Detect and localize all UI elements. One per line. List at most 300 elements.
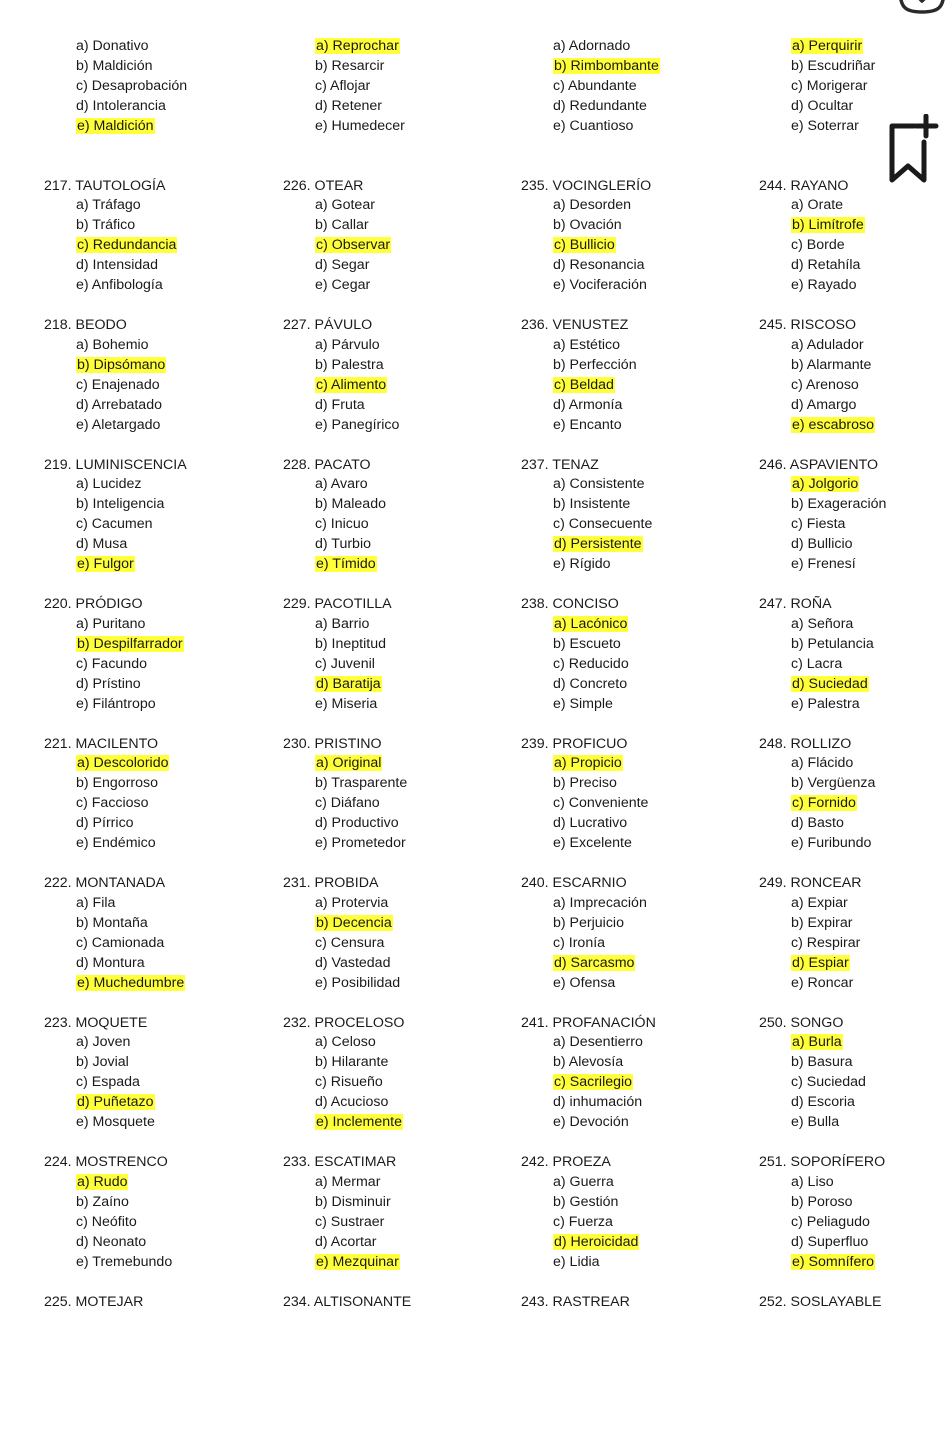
- answer-option: [759, 416, 909, 436]
- option-text: b) Tráfico: [76, 217, 135, 233]
- option-text: e) Ofensa: [553, 975, 615, 991]
- answer-option: [521, 894, 746, 914]
- option-text: d) Retahíla: [791, 257, 860, 273]
- answer-option: [759, 1253, 909, 1273]
- correct-answer-highlight: d) Baratija: [315, 676, 382, 692]
- option-text: a) Mermar: [315, 1174, 380, 1190]
- answer-option: [759, 196, 909, 216]
- question-title: 237. TENAZ: [521, 456, 746, 476]
- correct-answer-highlight: b) Decencia: [315, 915, 393, 931]
- option-text: b) Ineptitud: [315, 636, 386, 652]
- option-text: a) Párvulo: [315, 337, 380, 353]
- option-text: b) Escudriñar: [791, 58, 875, 74]
- answer-option: [521, 1093, 746, 1113]
- option-text: b) Perfección: [553, 357, 637, 373]
- option-text: e) Rayado: [791, 277, 856, 293]
- option-text: a) Barrio: [315, 616, 369, 632]
- correct-answer-highlight: e) escabroso: [791, 417, 875, 433]
- option-text: b) Escueto: [553, 636, 621, 652]
- correct-answer-highlight: b) Despilfarrador: [76, 636, 184, 652]
- option-text: c) Facundo: [76, 656, 147, 672]
- correct-answer-highlight: d) Sarcasmo: [553, 955, 635, 971]
- question-title: 222. MONTANADA: [44, 874, 269, 894]
- question-block: [283, 456, 508, 596]
- correct-answer-highlight: d) Puñetazo: [76, 1094, 155, 1110]
- column-3: [521, 37, 746, 1432]
- option-text: b) Callar: [315, 217, 369, 233]
- option-text: b) Montaña: [76, 915, 148, 931]
- option-text: c) Faccioso: [76, 795, 149, 811]
- option-text: c) Risueño: [315, 1074, 383, 1090]
- option-text: e) Cuantioso: [553, 118, 633, 134]
- correct-answer-highlight: a) Lacónico: [553, 616, 628, 632]
- option-text: b) Expirar: [791, 915, 853, 931]
- option-text: a) Imprecación: [553, 895, 647, 911]
- option-text: e) Bulla: [791, 1114, 839, 1130]
- answer-option: [283, 356, 508, 376]
- question-block: [283, 37, 508, 177]
- option-text: e) Furibundo: [791, 835, 871, 851]
- answer-option: [44, 416, 269, 436]
- option-text: b) Maleado: [315, 496, 386, 512]
- answer-option: [283, 196, 508, 216]
- option-text: a) Orate: [791, 197, 843, 213]
- answer-option: [521, 555, 746, 575]
- option-text: e) Palestra: [791, 696, 860, 712]
- question-block: [283, 1293, 508, 1432]
- correct-answer-highlight: c) Redundancia: [76, 237, 177, 253]
- answer-option: [44, 515, 269, 535]
- answer-option: [521, 934, 746, 954]
- answer-option: [283, 276, 508, 296]
- option-text: e) Simple: [553, 696, 613, 712]
- option-text: a) Guerra: [553, 1174, 614, 1190]
- correct-answer-highlight: b) Rimbombante: [553, 58, 660, 74]
- option-text: c) Fiesta: [791, 516, 845, 532]
- correct-answer-highlight: e) Tímido: [315, 556, 377, 572]
- answer-option: [44, 1233, 269, 1253]
- correct-answer-highlight: a) Reprochar: [315, 38, 400, 54]
- answer-option: [759, 37, 909, 57]
- answer-option: [759, 1053, 909, 1073]
- option-text: a) Adulador: [791, 337, 864, 353]
- answer-option: [283, 834, 508, 854]
- option-text: b) Ovación: [553, 217, 622, 233]
- question-block: [44, 177, 269, 317]
- option-text: b) Exageración: [791, 496, 886, 512]
- answer-option: [521, 1033, 746, 1053]
- answer-option: [44, 1253, 269, 1273]
- correct-answer-highlight: b) Limítrofe: [791, 217, 865, 233]
- answer-option: [283, 695, 508, 715]
- answer-option: [44, 834, 269, 854]
- question-block: [521, 874, 746, 1014]
- answer-option: [44, 914, 269, 934]
- answer-option: [283, 1053, 508, 1073]
- option-text: b) Basura: [791, 1054, 853, 1070]
- option-text: c) Aflojar: [315, 78, 370, 94]
- option-text: b) Alarmante: [791, 357, 871, 373]
- answer-option: [283, 1213, 508, 1233]
- answer-option: [283, 495, 508, 515]
- correct-answer-highlight: a) Original: [315, 755, 382, 771]
- option-text: d) Acortar: [315, 1234, 377, 1250]
- answer-option: [44, 376, 269, 396]
- question-block: [759, 595, 909, 735]
- option-text: e) Posibilidad: [315, 975, 400, 991]
- question-title: 236. VENUSTEZ: [521, 316, 746, 336]
- question-block: [759, 1014, 909, 1154]
- answer-option: [283, 974, 508, 994]
- answer-option: [759, 216, 909, 236]
- question-block: [44, 316, 269, 456]
- download-icon[interactable]: [892, 0, 952, 20]
- option-text: b) Vergüenza: [791, 775, 875, 791]
- answer-option: [759, 336, 909, 356]
- option-text: d) Basto: [791, 815, 844, 831]
- answer-option: [283, 1113, 508, 1133]
- correct-answer-highlight: c) Sacrilegio: [553, 1074, 633, 1090]
- answer-option: [283, 794, 508, 814]
- answer-option: [44, 894, 269, 914]
- question-block: [283, 735, 508, 875]
- question-block: [44, 1293, 269, 1432]
- answer-option: [283, 416, 508, 436]
- option-text: c) Suciedad: [791, 1074, 866, 1090]
- answer-option: [759, 1173, 909, 1193]
- option-text: c) Censura: [315, 935, 384, 951]
- answer-option: [759, 57, 909, 77]
- correct-answer-highlight: c) Observar: [315, 237, 391, 253]
- answer-option: [44, 615, 269, 635]
- question-title: 221. MACILENTO: [44, 735, 269, 755]
- answer-option: [44, 1073, 269, 1093]
- question-block: [283, 316, 508, 456]
- question-title: 224. MOSTRENCO: [44, 1153, 269, 1173]
- answer-option: [521, 57, 746, 77]
- answer-option: [521, 794, 746, 814]
- question-block: [759, 456, 909, 596]
- answer-option: [521, 914, 746, 934]
- answer-option: [44, 1173, 269, 1193]
- answer-option: [44, 256, 269, 276]
- option-text: d) Escoria: [791, 1094, 855, 1110]
- answer-option: [521, 635, 746, 655]
- option-text: b) Perjuicio: [553, 915, 624, 931]
- answer-option: [44, 97, 269, 117]
- question-title: 245. RISCOSO: [759, 316, 909, 336]
- answer-option: [44, 57, 269, 77]
- answer-option: [521, 396, 746, 416]
- option-text: b) Preciso: [553, 775, 617, 791]
- option-text: e) Panegírico: [315, 417, 399, 433]
- answer-option: [521, 196, 746, 216]
- option-text: d) Amargo: [791, 397, 856, 413]
- question-title: 251. SOPORÍFERO: [759, 1153, 909, 1173]
- question-block: [521, 177, 746, 317]
- bookmark-add-icon[interactable]: [884, 114, 940, 190]
- option-text: c) Arenoso: [791, 377, 859, 393]
- correct-answer-highlight: a) Jolgorio: [791, 476, 859, 492]
- answer-option: [759, 515, 909, 535]
- answer-option: [283, 77, 508, 97]
- answer-option: [283, 336, 508, 356]
- answer-option: [44, 37, 269, 57]
- question-title: 239. PROFICUO: [521, 735, 746, 755]
- answer-option: [283, 934, 508, 954]
- correct-answer-highlight: b) Dipsómano: [76, 357, 166, 373]
- question-title: 230. PRISTINO: [283, 735, 508, 755]
- question-title: 228. PACATO: [283, 456, 508, 476]
- answer-option: [44, 774, 269, 794]
- option-text: d) Montura: [76, 955, 145, 971]
- answer-option: [759, 914, 909, 934]
- answer-option: [283, 37, 508, 57]
- answer-option: [759, 1113, 909, 1133]
- option-text: a) Lucidez: [76, 476, 141, 492]
- correct-answer-highlight: d) Espiar: [791, 955, 850, 971]
- option-text: c) Abundante: [553, 78, 637, 94]
- answer-option: [521, 1073, 746, 1093]
- option-text: e) Roncar: [791, 975, 853, 991]
- correct-answer-highlight: d) Suciedad: [791, 676, 869, 692]
- question-block: [283, 595, 508, 735]
- option-text: e) Cegar: [315, 277, 370, 293]
- answer-option: [44, 396, 269, 416]
- question-title: 249. RONCEAR: [759, 874, 909, 894]
- answer-option: [759, 814, 909, 834]
- correct-answer-highlight: e) Somnífero: [791, 1254, 875, 1270]
- option-text: e) Prometedor: [315, 835, 406, 851]
- answer-option: [759, 475, 909, 495]
- correct-answer-highlight: c) Beldad: [553, 377, 615, 393]
- answer-option: [283, 475, 508, 495]
- question-block: [283, 1014, 508, 1154]
- option-text: c) Sustraer: [315, 1214, 384, 1230]
- answer-option: [283, 1073, 508, 1093]
- question-block: [521, 735, 746, 875]
- correct-answer-highlight: e) Muchedumbre: [76, 975, 185, 991]
- answer-option: [283, 1173, 508, 1193]
- answer-option: [521, 615, 746, 635]
- answer-option: [521, 515, 746, 535]
- answer-option: [521, 1193, 746, 1213]
- answer-option: [759, 695, 909, 715]
- question-block: [759, 177, 909, 317]
- column-2: [283, 37, 508, 1432]
- answer-option: [521, 1173, 746, 1193]
- answer-option: [44, 794, 269, 814]
- answer-option: [521, 1233, 746, 1253]
- answer-option: [759, 1073, 909, 1093]
- correct-answer-highlight: c) Bullicio: [553, 237, 616, 253]
- option-text: e) Encanto: [553, 417, 622, 433]
- answer-option: [44, 475, 269, 495]
- option-text: a) Estético: [553, 337, 620, 353]
- answer-option: [283, 555, 508, 575]
- option-text: b) Inteligencia: [76, 496, 164, 512]
- correct-answer-highlight: c) Fornido: [791, 795, 857, 811]
- answer-option: [44, 814, 269, 834]
- answer-option: [759, 934, 909, 954]
- correct-answer-highlight: a) Rudo: [76, 1174, 128, 1190]
- question-block: [521, 456, 746, 596]
- option-text: d) Retener: [315, 98, 382, 114]
- option-text: d) Bullicio: [791, 536, 853, 552]
- question-block: [283, 1153, 508, 1293]
- answer-option: [283, 256, 508, 276]
- answer-option: [521, 37, 746, 57]
- option-text: c) Espada: [76, 1074, 140, 1090]
- option-text: a) Expiar: [791, 895, 848, 911]
- answer-option: [759, 1233, 909, 1253]
- question-block: [44, 595, 269, 735]
- answer-option: [759, 495, 909, 515]
- question-title: 229. PACOTILLA: [283, 595, 508, 615]
- question-block: [521, 316, 746, 456]
- answer-option: [759, 396, 909, 416]
- option-text: b) Maldición: [76, 58, 153, 74]
- question-block: [283, 177, 508, 317]
- answer-option: [521, 256, 746, 276]
- question-title: 220. PRÓDIGO: [44, 595, 269, 615]
- option-text: d) Acucioso: [315, 1094, 388, 1110]
- question-title: 217. TAUTOLOGÍA: [44, 177, 269, 197]
- option-text: b) Alevosía: [553, 1054, 623, 1070]
- correct-answer-highlight: e) Maldición: [76, 118, 155, 134]
- answer-option: [759, 974, 909, 994]
- column-1: [44, 37, 269, 1432]
- option-text: b) Palestra: [315, 357, 384, 373]
- question-title: 244. RAYANO: [759, 177, 909, 197]
- answer-option: [521, 814, 746, 834]
- answer-option: [759, 356, 909, 376]
- option-text: d) Prístino: [76, 676, 141, 692]
- option-text: a) Liso: [791, 1174, 834, 1190]
- answer-option: [44, 196, 269, 216]
- option-text: d) Musa: [76, 536, 127, 552]
- answer-option: [759, 655, 909, 675]
- option-text: a) Celoso: [315, 1034, 376, 1050]
- option-text: b) Poroso: [791, 1194, 853, 1210]
- question-title: 241. PROFANACIÓN: [521, 1014, 746, 1034]
- option-text: b) Disminuir: [315, 1194, 391, 1210]
- answer-option: [283, 117, 508, 137]
- correct-answer-highlight: e) Mezquinar: [315, 1254, 400, 1270]
- option-text: a) Protervia: [315, 895, 388, 911]
- answer-option: [521, 376, 746, 396]
- answer-option: [283, 1093, 508, 1113]
- option-text: a) Puritano: [76, 616, 145, 632]
- answer-option: [283, 1193, 508, 1213]
- option-text: b) Jovial: [76, 1054, 129, 1070]
- option-text: c) Inicuo: [315, 516, 369, 532]
- option-text: c) Desaprobación: [76, 78, 187, 94]
- correct-answer-highlight: d) Persistente: [553, 536, 643, 552]
- option-text: c) Cacumen: [76, 516, 152, 532]
- answer-option: [521, 535, 746, 555]
- answer-option: [283, 1233, 508, 1253]
- option-text: d) Vastedad: [315, 955, 390, 971]
- option-text: a) Adornado: [553, 38, 630, 54]
- question-title: 242. PROEZA: [521, 1153, 746, 1173]
- answer-option: [759, 376, 909, 396]
- question-title: 226. OTEAR: [283, 177, 508, 197]
- option-text: c) Fuerza: [553, 1214, 613, 1230]
- answer-option: [521, 117, 746, 137]
- option-text: b) Resarcir: [315, 58, 384, 74]
- question-block: [44, 874, 269, 1014]
- answer-option: [283, 754, 508, 774]
- question-title: 218. BEODO: [44, 316, 269, 336]
- option-text: e) Soterrar: [791, 118, 859, 134]
- answer-option: [283, 535, 508, 555]
- correct-answer-highlight: e) Inclemente: [315, 1114, 403, 1130]
- answer-option: [44, 495, 269, 515]
- answer-option: [283, 515, 508, 535]
- option-text: d) Arrebatado: [76, 397, 162, 413]
- option-text: e) Lidia: [553, 1254, 600, 1270]
- answer-option: [44, 1053, 269, 1073]
- question-block: [759, 316, 909, 456]
- option-text: a) Señora: [791, 616, 853, 632]
- option-text: d) Productivo: [315, 815, 399, 831]
- option-text: a) Desentierro: [553, 1034, 643, 1050]
- answer-option: [521, 1213, 746, 1233]
- option-text: e) Mosquete: [76, 1114, 155, 1130]
- answer-option: [283, 236, 508, 256]
- answer-option: [521, 754, 746, 774]
- option-text: e) Excelente: [553, 835, 632, 851]
- answer-option: [283, 894, 508, 914]
- answer-option: [44, 216, 269, 236]
- option-text: d) Intensidad: [76, 257, 158, 273]
- question-title: 232. PROCELOSO: [283, 1014, 508, 1034]
- correct-answer-highlight: e) Fulgor: [76, 556, 135, 572]
- option-text: c) Neófito: [76, 1214, 137, 1230]
- answer-option: [521, 774, 746, 794]
- option-text: a) Donativo: [76, 38, 149, 54]
- question-title: 238. CONCISO: [521, 595, 746, 615]
- question-block: [44, 1014, 269, 1154]
- answer-option: [521, 216, 746, 236]
- answer-option: [521, 276, 746, 296]
- question-title: 225. MOTEJAR: [44, 1293, 269, 1313]
- option-text: c) Peliagudo: [791, 1214, 870, 1230]
- option-text: c) Conveniente: [553, 795, 648, 811]
- question-block: [44, 37, 269, 177]
- answer-option: [283, 954, 508, 974]
- answer-option: [521, 495, 746, 515]
- option-text: e) Miseria: [315, 696, 377, 712]
- option-text: c) Lacra: [791, 656, 842, 672]
- answer-option: [521, 1053, 746, 1073]
- answer-option: [759, 1193, 909, 1213]
- option-text: a) Gotear: [315, 197, 375, 213]
- answer-option: [283, 97, 508, 117]
- answer-option: [759, 1213, 909, 1233]
- option-text: c) Borde: [791, 237, 845, 253]
- correct-answer-highlight: a) Propicio: [553, 755, 623, 771]
- question-block: [44, 1153, 269, 1293]
- option-text: b) Petulancia: [791, 636, 874, 652]
- answer-option: [759, 615, 909, 635]
- answer-option: [283, 216, 508, 236]
- option-text: e) Filántropo: [76, 696, 156, 712]
- option-text: e) Devoción: [553, 1114, 629, 1130]
- correct-answer-highlight: c) Alimento: [315, 377, 387, 393]
- option-text: a) Flácido: [791, 755, 853, 771]
